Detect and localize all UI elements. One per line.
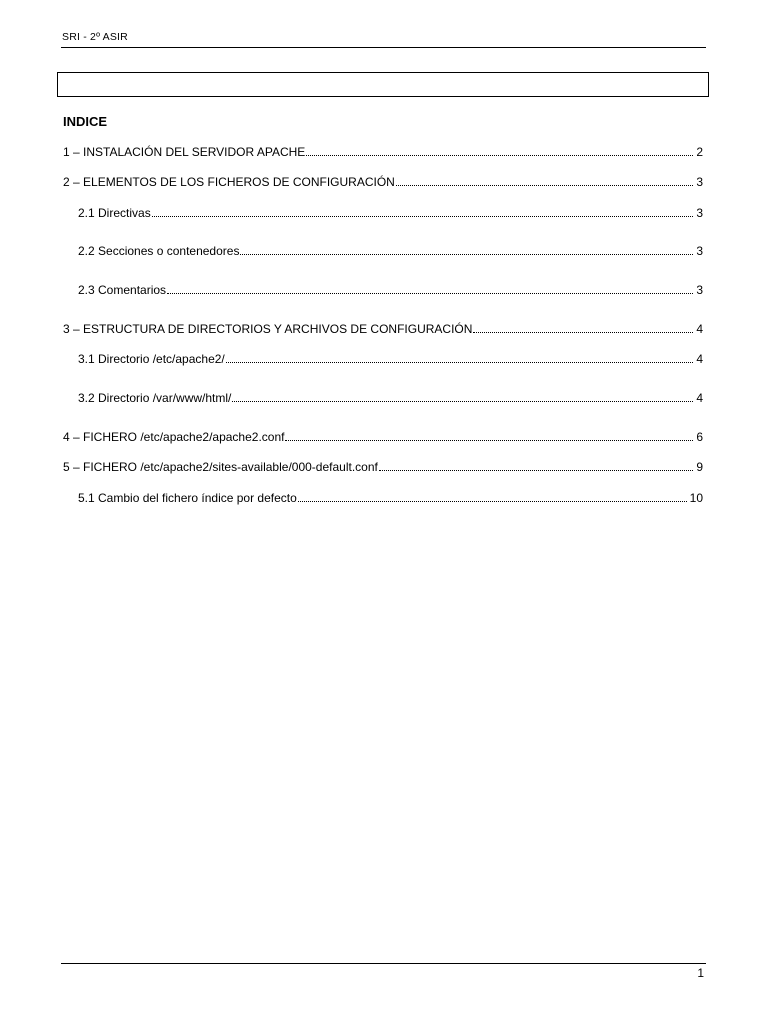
toc-entry-title: 2.1 Directivas	[78, 206, 151, 220]
toc-entry-title: 5 – FICHERO /etc/apache2/sites-available/000-default.conf	[63, 460, 378, 474]
toc-leader	[396, 174, 693, 186]
toc-entry-page: 4	[696, 352, 703, 366]
toc-entry[interactable]	[78, 282, 703, 298]
footer-page-number: 1	[697, 966, 704, 980]
toc-entry[interactable]	[63, 459, 703, 475]
toc-entry-title: 3 – ESTRUCTURA DE DIRECTORIOS Y ARCHIVOS DE CONFIGURACIÓN	[63, 322, 473, 336]
toc-entry[interactable]	[63, 174, 703, 190]
toc-leader	[240, 243, 693, 255]
toc-entry-title: 3.1 Directorio /etc/apache2/	[78, 352, 225, 366]
footer-rule	[61, 963, 706, 964]
toc-entry[interactable]	[78, 490, 703, 506]
toc-entry[interactable]	[78, 351, 703, 367]
toc-entry-page: 3	[696, 206, 703, 220]
toc-entry-page: 10	[689, 491, 703, 505]
toc-leader	[379, 459, 693, 471]
running-header: SRI - 2º ASIR	[62, 31, 128, 43]
toc-entry[interactable]	[78, 205, 703, 221]
toc-leader	[152, 205, 694, 217]
toc-entry-title: 2.3 Comentarios	[78, 283, 167, 297]
toc-leader	[232, 390, 693, 402]
toc-leader	[473, 321, 693, 333]
toc-entry[interactable]	[63, 144, 703, 160]
toc-entry-page: 9	[696, 460, 703, 474]
header-rule	[61, 47, 706, 48]
toc-entry-page: 3	[696, 244, 703, 258]
toc-heading: INDICE	[63, 114, 108, 129]
toc-entry-title: 3.2 Directorio /var/www/html/	[78, 391, 232, 405]
toc-entry[interactable]	[63, 429, 703, 445]
toc-entry-page: 3	[696, 175, 703, 189]
toc-entry[interactable]	[78, 243, 703, 259]
toc-entry-title: 5.1 Cambio del fichero índice por defecto	[78, 491, 297, 505]
toc-leader	[298, 490, 687, 502]
toc-entry-title: 4 – FICHERO /etc/apache2/apache2.conf	[63, 430, 285, 444]
toc-entry[interactable]	[78, 390, 703, 406]
toc-entry-page: 4	[696, 322, 703, 336]
toc-leader	[285, 429, 693, 441]
toc-entry-page: 4	[696, 391, 703, 405]
toc-entry[interactable]	[63, 321, 703, 337]
title-box	[57, 72, 709, 97]
toc-entry-page: 6	[696, 430, 703, 444]
toc-entry-page: 2	[696, 145, 703, 159]
toc-entry-title: 2 – ELEMENTOS DE LOS FICHEROS DE CONFIGURACIÓN	[63, 175, 395, 189]
toc-entry-title: 2.2 Secciones o contenedores	[78, 244, 240, 258]
toc-leader	[226, 351, 694, 363]
toc-leader	[167, 282, 693, 294]
toc-leader	[306, 144, 693, 156]
toc-entry-title: 1 – INSTALACIÓN DEL SERVIDOR APACHE	[63, 145, 306, 159]
toc-entry-page: 3	[696, 283, 703, 297]
